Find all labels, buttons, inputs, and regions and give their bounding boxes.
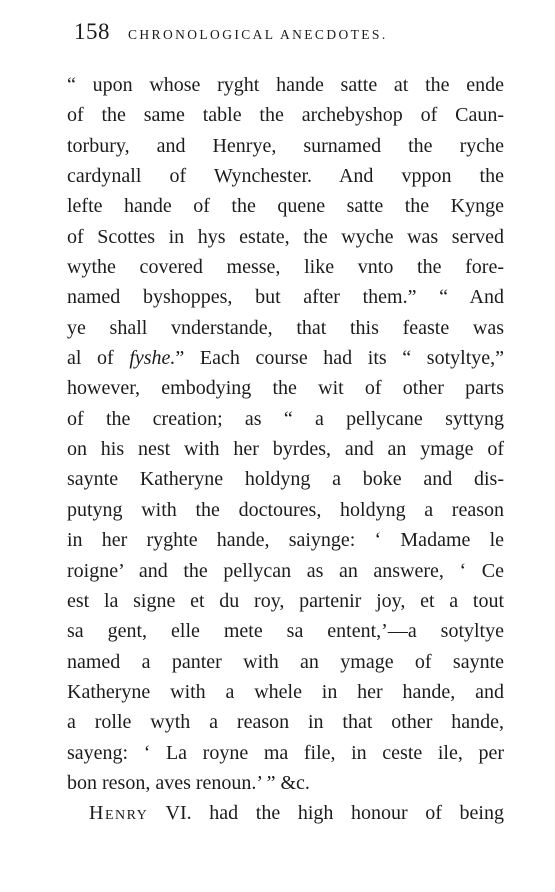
text-segment: ” Each course had its “ sotyltye,” [175, 347, 505, 370]
text-line-with-italic [67, 343, 504, 373]
text-line: putyng with the doctoures, holdyng a reason [67, 498, 504, 521]
text-line: torbury, and Henrye, surnamed the ryche [67, 134, 504, 157]
text-segment: al of [67, 347, 130, 370]
text-line: est la signe et du roy, partenir joy, et a tout [67, 589, 504, 612]
body-text [67, 70, 504, 829]
text-line: however, embodying the wit of other parts [67, 377, 504, 400]
paragraph-end-line: bon reson, aves renoun.’ ” &c. [67, 771, 310, 794]
paragraph-start-line [67, 798, 504, 828]
text-line: ye shall vnderstande, that this feaste was [67, 316, 504, 339]
running-head: CHRONOLOGICAL ANECDOTES. [128, 27, 388, 42]
italic-word: fyshe. [129, 347, 176, 370]
text-line: in her ryghte hande, saiynge: ‘ Madame le [67, 529, 504, 552]
text-line: “ upon whose ryght hande satte at the ende [67, 74, 504, 96]
text-line: named a panter with an ymage of saynte [67, 650, 504, 673]
text-line: of the same table the archebyshop of Caun- [67, 104, 504, 127]
page-number: 158 [74, 19, 110, 44]
small-caps-name: Henry [89, 802, 149, 825]
text-line: roigne’ and the pellycan as an answere, ‘ Ce [67, 559, 504, 582]
text-line: sa gent, elle mete sa entent,’—a sotyltye [67, 620, 504, 643]
text-line: saynte Katheryne holdyng a boke and dis- [67, 468, 504, 491]
text-line: on his nest with her byrdes, and an ymage of [67, 438, 504, 461]
text-segment: VI. had the high honour of being [148, 802, 504, 825]
text-line: of the creation; as “ a pellycane syttyng [67, 407, 504, 430]
text-line: named byshoppes, but after them.” “ And [67, 286, 504, 309]
text-line: of Scottes in hys estate, the wyche was served [67, 225, 504, 248]
page-header [74, 14, 514, 50]
text-line: sayeng: ‘ La royne ma file, in ceste ile, per [67, 741, 504, 764]
text-line: cardynall of Wynchester. And vppon the [67, 165, 504, 188]
text-line: wythe covered messe, like vnto the fore- [67, 256, 504, 279]
text-line: Katheryne with a whele in her hande, and [67, 680, 504, 703]
text-line: lefte hande of the quene satte the Kynge [67, 195, 504, 218]
text-line: a rolle wyth a reason in that other hande, [67, 711, 504, 734]
